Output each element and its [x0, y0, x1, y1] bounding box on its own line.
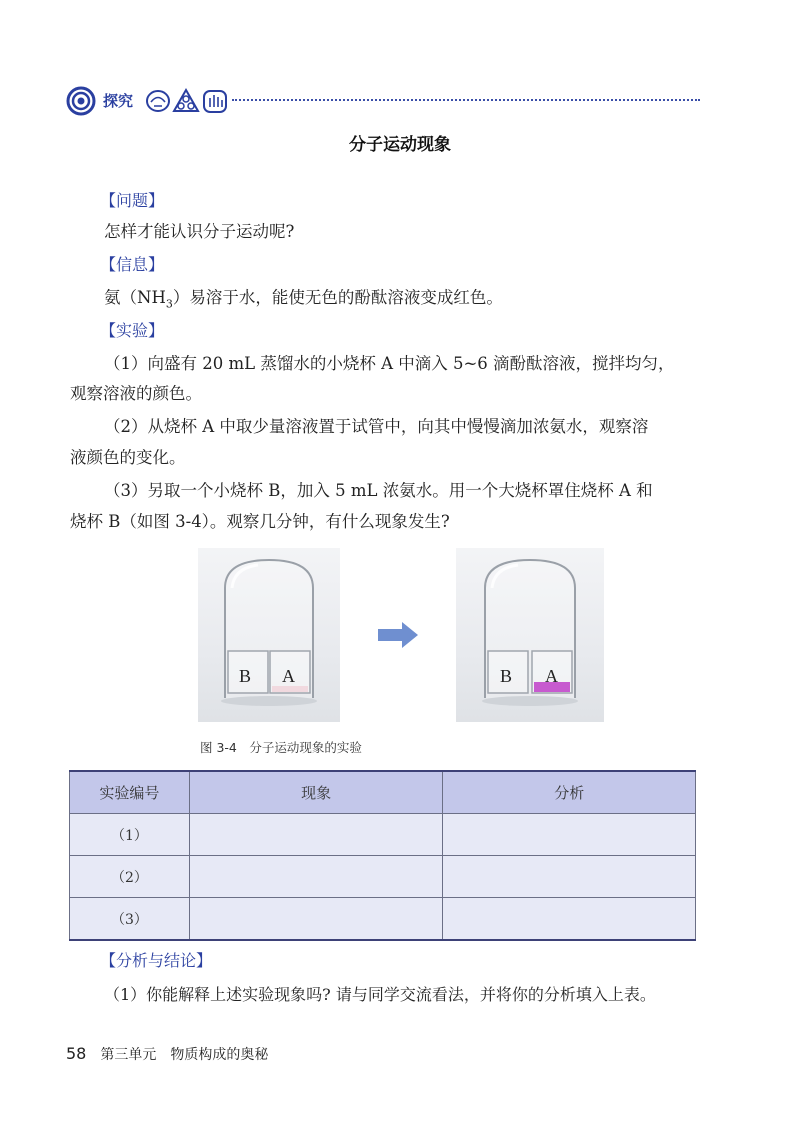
- analysis-cell: [443, 856, 696, 898]
- header-phenomenon: 现象: [189, 771, 443, 814]
- phenomenon-cell: [189, 814, 443, 856]
- target-icon: [66, 86, 96, 116]
- step2-line1: （2）从烧杯 A 中取少量溶液置于试管中，向其中慢慢滴加浓氨水，观察溶: [104, 417, 649, 436]
- bell-jar-before: [198, 548, 340, 722]
- info-text: 氨$(NH_3)$易溶于水，能使无色的酚酞溶液变成红色。: [104, 288, 503, 311]
- table-row: [70, 814, 696, 856]
- phenomenon-cell: [189, 856, 443, 898]
- figure-photo-before: [198, 548, 340, 722]
- page-footer: [66, 1044, 268, 1064]
- section-header: [66, 86, 700, 116]
- molecule-icon: [174, 90, 198, 111]
- question-text: 怎样才能认识分子运动呢?: [104, 222, 295, 241]
- section-info: 【信息】: [100, 255, 165, 274]
- analysis-cell: [443, 814, 696, 856]
- section-question: 【问题】: [100, 191, 165, 210]
- observation-table: [69, 770, 696, 941]
- header-analysis: 分析: [443, 771, 696, 814]
- table-row: [70, 856, 696, 898]
- section-analysis: 【分析与结论】: [100, 951, 213, 970]
- row-number: （1）: [70, 814, 190, 856]
- header-dotted-line: [232, 99, 700, 101]
- header-experiment-no: 实验编号: [70, 771, 190, 814]
- analysis-cell: [443, 898, 696, 941]
- table-row: [70, 898, 696, 941]
- bell-jar-after: [456, 548, 604, 722]
- step3-line1: （3）另取一个小烧杯 B，加入 5 mL 浓氨水。用一个大烧杯罩住烧杯 A 和: [104, 481, 653, 500]
- step2-line2: 液颜色的变化。: [70, 448, 186, 467]
- page-title: 分子运动现象: [349, 135, 451, 155]
- beaker-b-label: B: [239, 666, 252, 686]
- hand-icon: [204, 91, 226, 112]
- conclusion-item-1: （1）你能解释上述实验现象吗? 请与同学交流看法，并将你的分析填入上表。: [104, 985, 656, 1004]
- page-number: 58: [66, 1044, 87, 1063]
- row-number: （2）: [70, 856, 190, 898]
- section-experiment: 【实验】: [100, 321, 165, 340]
- step1-line1: （1）向盛有 20 mL 蒸馏水的小烧杯 A 中滴入 5~6 滴酚酞溶液，搅拌均匀，: [104, 354, 675, 373]
- table-header-row: [70, 771, 696, 814]
- beaker-a-label: A: [282, 666, 295, 686]
- figure-photo-after: [456, 548, 604, 722]
- unit-title: 第三单元 物质构成的奥秘: [100, 1047, 269, 1063]
- right-arrow-icon: [378, 620, 420, 650]
- beaker-b-label-after: B: [500, 666, 513, 686]
- step1-line2: 观察溶液的颜色。: [70, 384, 202, 403]
- beaker-a-label-after: A: [545, 666, 558, 686]
- row-number: （3）: [70, 898, 190, 941]
- header-label: 探究: [103, 92, 134, 110]
- tree-icon: [147, 91, 169, 111]
- phenomenon-cell: [189, 898, 443, 941]
- step3-line2: 烧杯 B（如图 3-4）。观察几分钟，有什么现象发生?: [70, 512, 450, 531]
- figure-caption: 图 3-4 分子运动现象的实验: [200, 740, 362, 755]
